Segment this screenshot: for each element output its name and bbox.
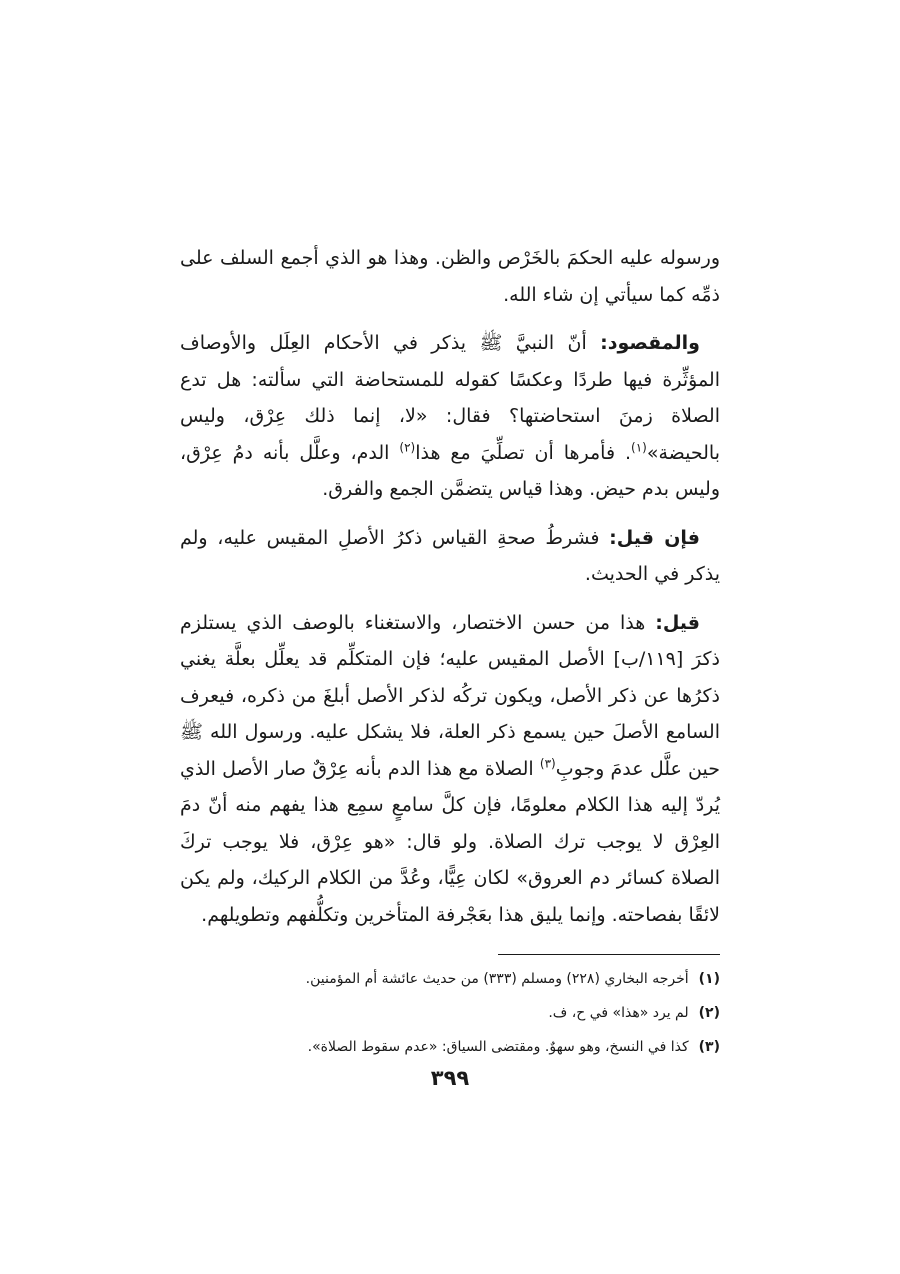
paragraph-2	[180, 325, 720, 508]
paragraph-4-lead: قيل:	[655, 611, 700, 634]
footnote-ref-3[interactable]: (٣)	[539, 756, 556, 771]
footnote-1	[180, 962, 720, 996]
footnote-3-number: (٣)	[698, 1039, 720, 1055]
paragraph-4-tail: الصلاة مع هذا الدم بأنه عِرْقٌ صار الأصل الذي يُردّ إليه هذا الكلام معلومًا، فإن كلَّ سامعٍ سمِع هذا يفهم منه أنّ دمَ العِرْق لا يوجب ترك الصلاة. ولو قال: «هو عِرْق، فلا يوجب تركَ الصلاة كسائر دم العروق» لكان عِيًّا، وعُدَّ من الكلام الركيك، ولم يكن لائقًا بفصاحته. وإنما يليق هذا بعَجْرفة المتأخرين وتكلُّفهم وتطويلهم.	[180, 757, 720, 926]
paragraph-1-text: ورسوله عليه الحكمَ بالخَرْص والظن. وهذا هو الذي أجمع السلف على ذمِّه كما سيأتي إن شاء الله.	[180, 247, 720, 306]
footnote-2-number: (٢)	[698, 1005, 720, 1021]
footnote-3-text: كذا في النسخ، وهو سهوٌ. ومقتضى السياق: «عدم سقوط الصلاة».	[307, 1039, 689, 1055]
paragraph-3-lead: فإن قيل:	[609, 526, 700, 549]
footnote-3	[180, 1030, 720, 1064]
paragraph-2-lead: والمقصود:	[600, 332, 700, 354]
paragraph-2-text: أنّ النبيَّ ﷺ يذكر في الأحكام العِلَل والأوصاف المؤثِّرة فيها طردًا وعكسًا كقوله للمستحاضة التي سألته: هل تدع الصلاة زمنَ استحاضتها؟ فقال: «لا، إنما ذلك عِرْق، وليس بالحيضة»	[180, 332, 721, 464]
page-number: ٣٩٩	[430, 1066, 470, 1090]
main-text	[180, 240, 720, 945]
paragraph-3	[180, 520, 720, 593]
footnote-1-text: أخرجه البخاري (٢٢٨) ومسلم (٣٣٣) من حديث عائشة أم المؤمنين.	[305, 971, 689, 987]
footnote-2	[180, 996, 720, 1030]
footnote-2-text: لم يرد «هذا» في ح، ف.	[548, 1005, 689, 1021]
paragraph-3-text: فشرطُ صحةِ القياس ذكرُ الأصلِ المقيس عليه، ولم يذكر في الحديث.	[180, 526, 720, 585]
paragraph-1	[180, 240, 720, 313]
paragraph-2-tail2: الدم، وعلَّل بأنه دمُ عِرْق، وليس بدم حيض. وهذا قياس يتضمَّن الجمع والفرق.	[180, 441, 720, 500]
footnote-ref-1[interactable]: (١)	[631, 440, 647, 455]
footnotes	[180, 962, 720, 1064]
paragraph-2-tail: . فأمرها أن تصلِّيَ مع هذا	[415, 441, 632, 464]
footnote-divider	[498, 954, 720, 955]
paragraph-4-text: هذا من حسن الاختصار، والاستغناء بالوصف الذي يستلزم ذكرَ [١١٩/ب] الأصل المقيس عليه؛ فإن المتكلِّم قد يعلِّل بعلَّة يغني ذكرُها عن ذكر الأصل، ويكون تركُه لذكر الأصل أبلغَ من ذكره، فيعرف السامع الأصلَ حين يسمع ذكر العلة، فلا يشكل عليه. ورسول الله ﷺ حين علَّل عدمَ وجوبِ	[180, 611, 720, 780]
footnote-ref-2[interactable]: (٢)	[399, 440, 416, 455]
footnote-1-number: (١)	[698, 971, 720, 987]
paragraph-4	[180, 605, 720, 934]
